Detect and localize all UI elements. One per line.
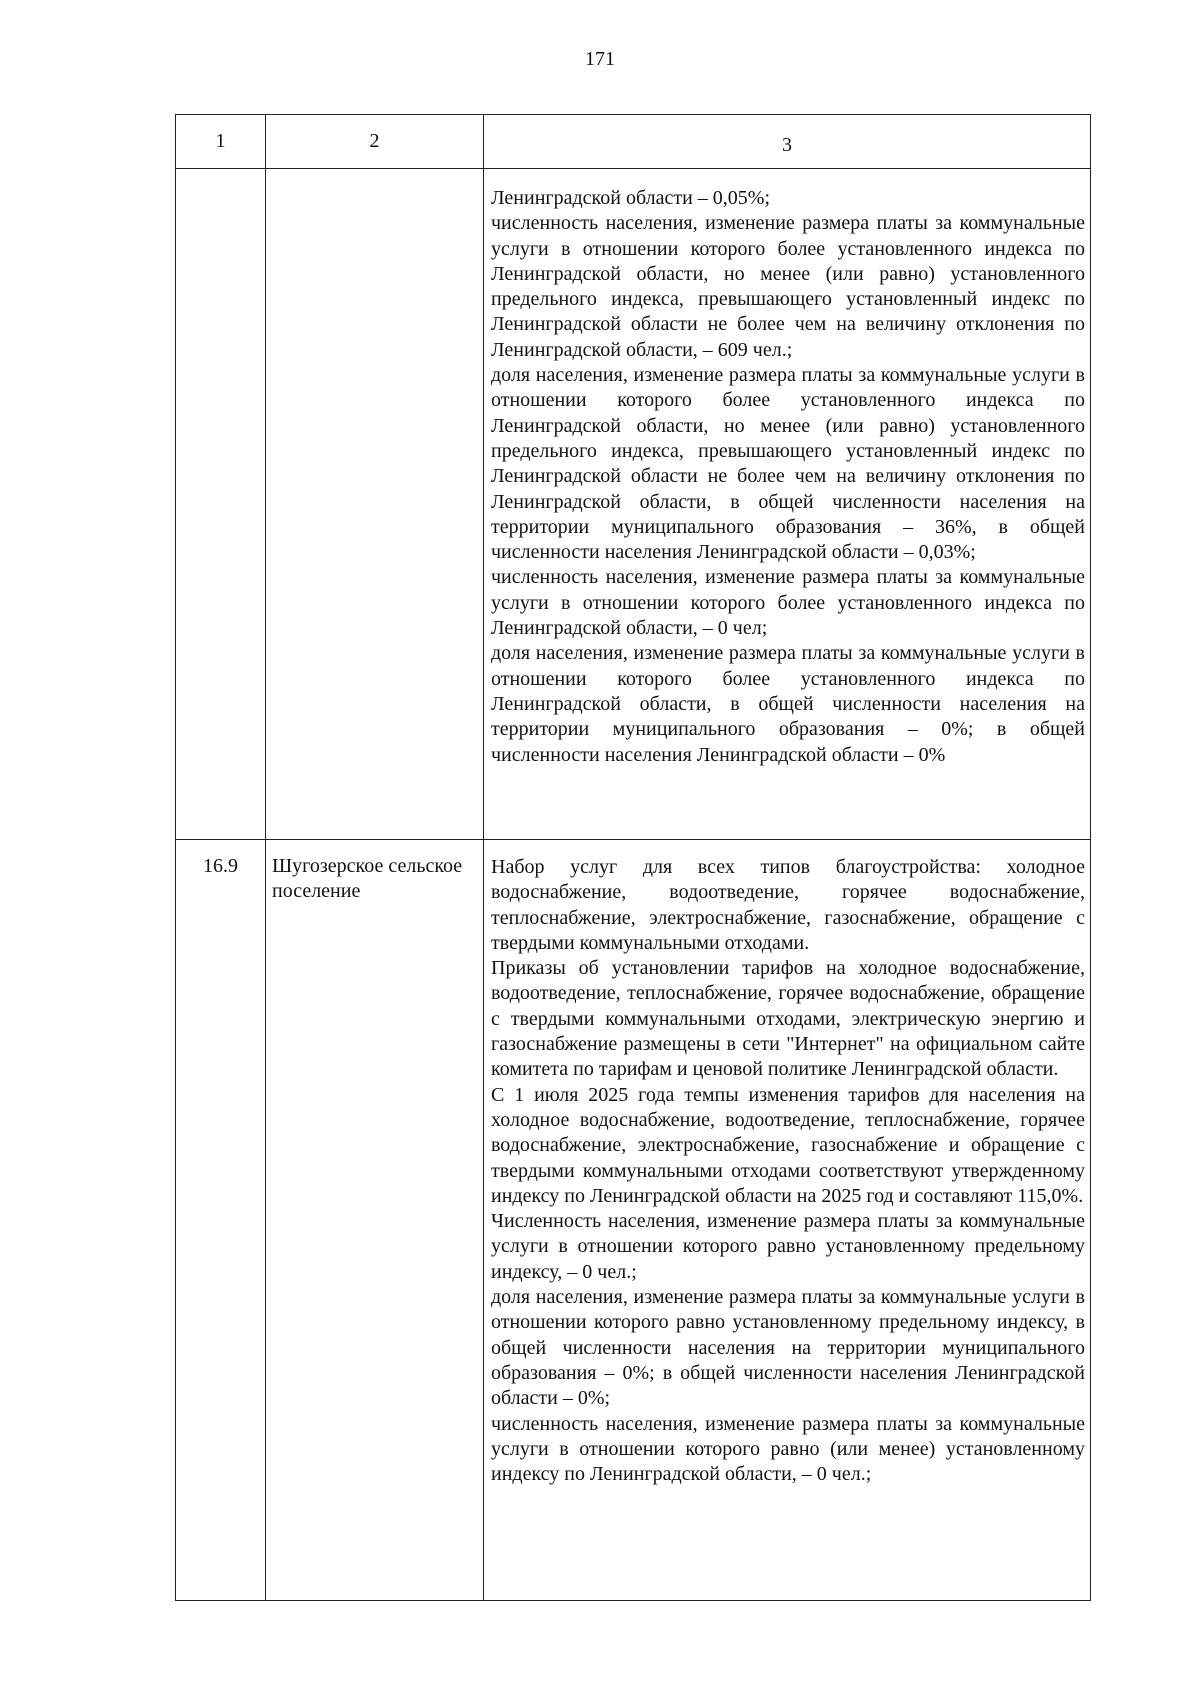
- table-row: [176, 169, 1091, 840]
- paragraph: доля населения, изменение размера платы за коммунальные услуги в отношении которого более установленного индекса по Ленинградской области, но менее (или равно) установленного предельного индекса, превышающего установленный индекс по Ленинградской области не более чем на величину отклонения по Ленинградской области, в общей численности населения на территории муниципального образования – 36%, в общей численности населения Ленинградской области – 0,03%;: [491, 364, 1085, 564]
- paragraph: доля населения, изменение размера платы за коммунальные услуги в отношении которого равно установленному предельному индексу, в общей численности населения на территории муниципального образования – 0%; в общей численности населения Ленинградской области – 0%;: [491, 1286, 1085, 1410]
- page-number: 171: [585, 48, 615, 70]
- row-number-cell: [176, 169, 266, 840]
- paragraph: численность населения, изменение размера платы за коммунальные услуги в отношении которого более установленного индекса по Ленинградской области, – 0 чел;: [491, 566, 1085, 640]
- paragraph: Ленинградской области – 0,05%;: [491, 187, 771, 209]
- paragraph: Набор услуг для всех типов благоустройства: холодное водоснабжение, водоотведение, горячее водоснабжение, теплоснабжение, электроснабжение, газоснабжение, обращение с твердыми коммунальными отходами.: [491, 856, 1085, 954]
- description-cell: [484, 840, 1091, 1601]
- paragraph: численность населения, изменение размера платы за коммунальные услуги в отношении которого более установленного индекса по Ленинградской области, но менее (или равно) установленного предельного индекса, превышающего установленный индекс по Ленинградской области не более чем на величину отклонения по Ленинградской области, – 609 чел.;: [491, 212, 1085, 361]
- row-number-cell: 16.9: [176, 840, 266, 1601]
- paragraph: Приказы об установлении тарифов на холодное водоснабжение, водоотведение, теплоснабжение, горячее водоснабжение, обращение с твердыми коммунальными отходами, электрическую энергию и газоснабжение размещены в сети "Интернет" на официальном сайте комитета по тарифам и ценовой политике Ленинградской области.: [491, 957, 1085, 1081]
- paragraph: доля населения, изменение размера платы за коммунальные услуги в отношении которого более установленного индекса по Ленинградской области, в общей численности населения на территории муниципального образования – 0%; в общей численности населения Ленинградской области – 0%: [491, 642, 1085, 766]
- paragraph: С 1 июля 2025 года темпы изменения тарифов для населения на холодное водоснабжение, водоотведение, теплоснабжение, горячее водоснабжение, электроснабжение, газоснабжение и обращение с твердыми коммунальными отходами соответствуют утвержденному индексу по Ленинградской области на 2025 год и составляют 115,0%.: [491, 1083, 1085, 1207]
- column-header-3: 3: [484, 115, 1091, 169]
- description-cell: [484, 169, 1091, 840]
- paragraph: Численность населения, изменение размера платы за коммунальные услуги в отношении которого равно установленному предельному индексу, – 0 чел.;: [491, 1210, 1085, 1283]
- document-table: [175, 114, 1091, 1601]
- table-header-row: [176, 115, 1091, 169]
- column-header-2: 2: [266, 115, 484, 169]
- table-row: [176, 840, 1091, 1601]
- settlement-name-cell: [266, 169, 484, 840]
- settlement-name-cell: Шугозерское сельское поселение: [266, 840, 484, 1601]
- paragraph: численность населения, изменение размера платы за коммунальные услуги в отношении которого равно (или менее) установленному индексу по Ленинградской области, – 0 чел.;: [491, 1412, 1085, 1486]
- column-header-1: 1: [176, 115, 266, 169]
